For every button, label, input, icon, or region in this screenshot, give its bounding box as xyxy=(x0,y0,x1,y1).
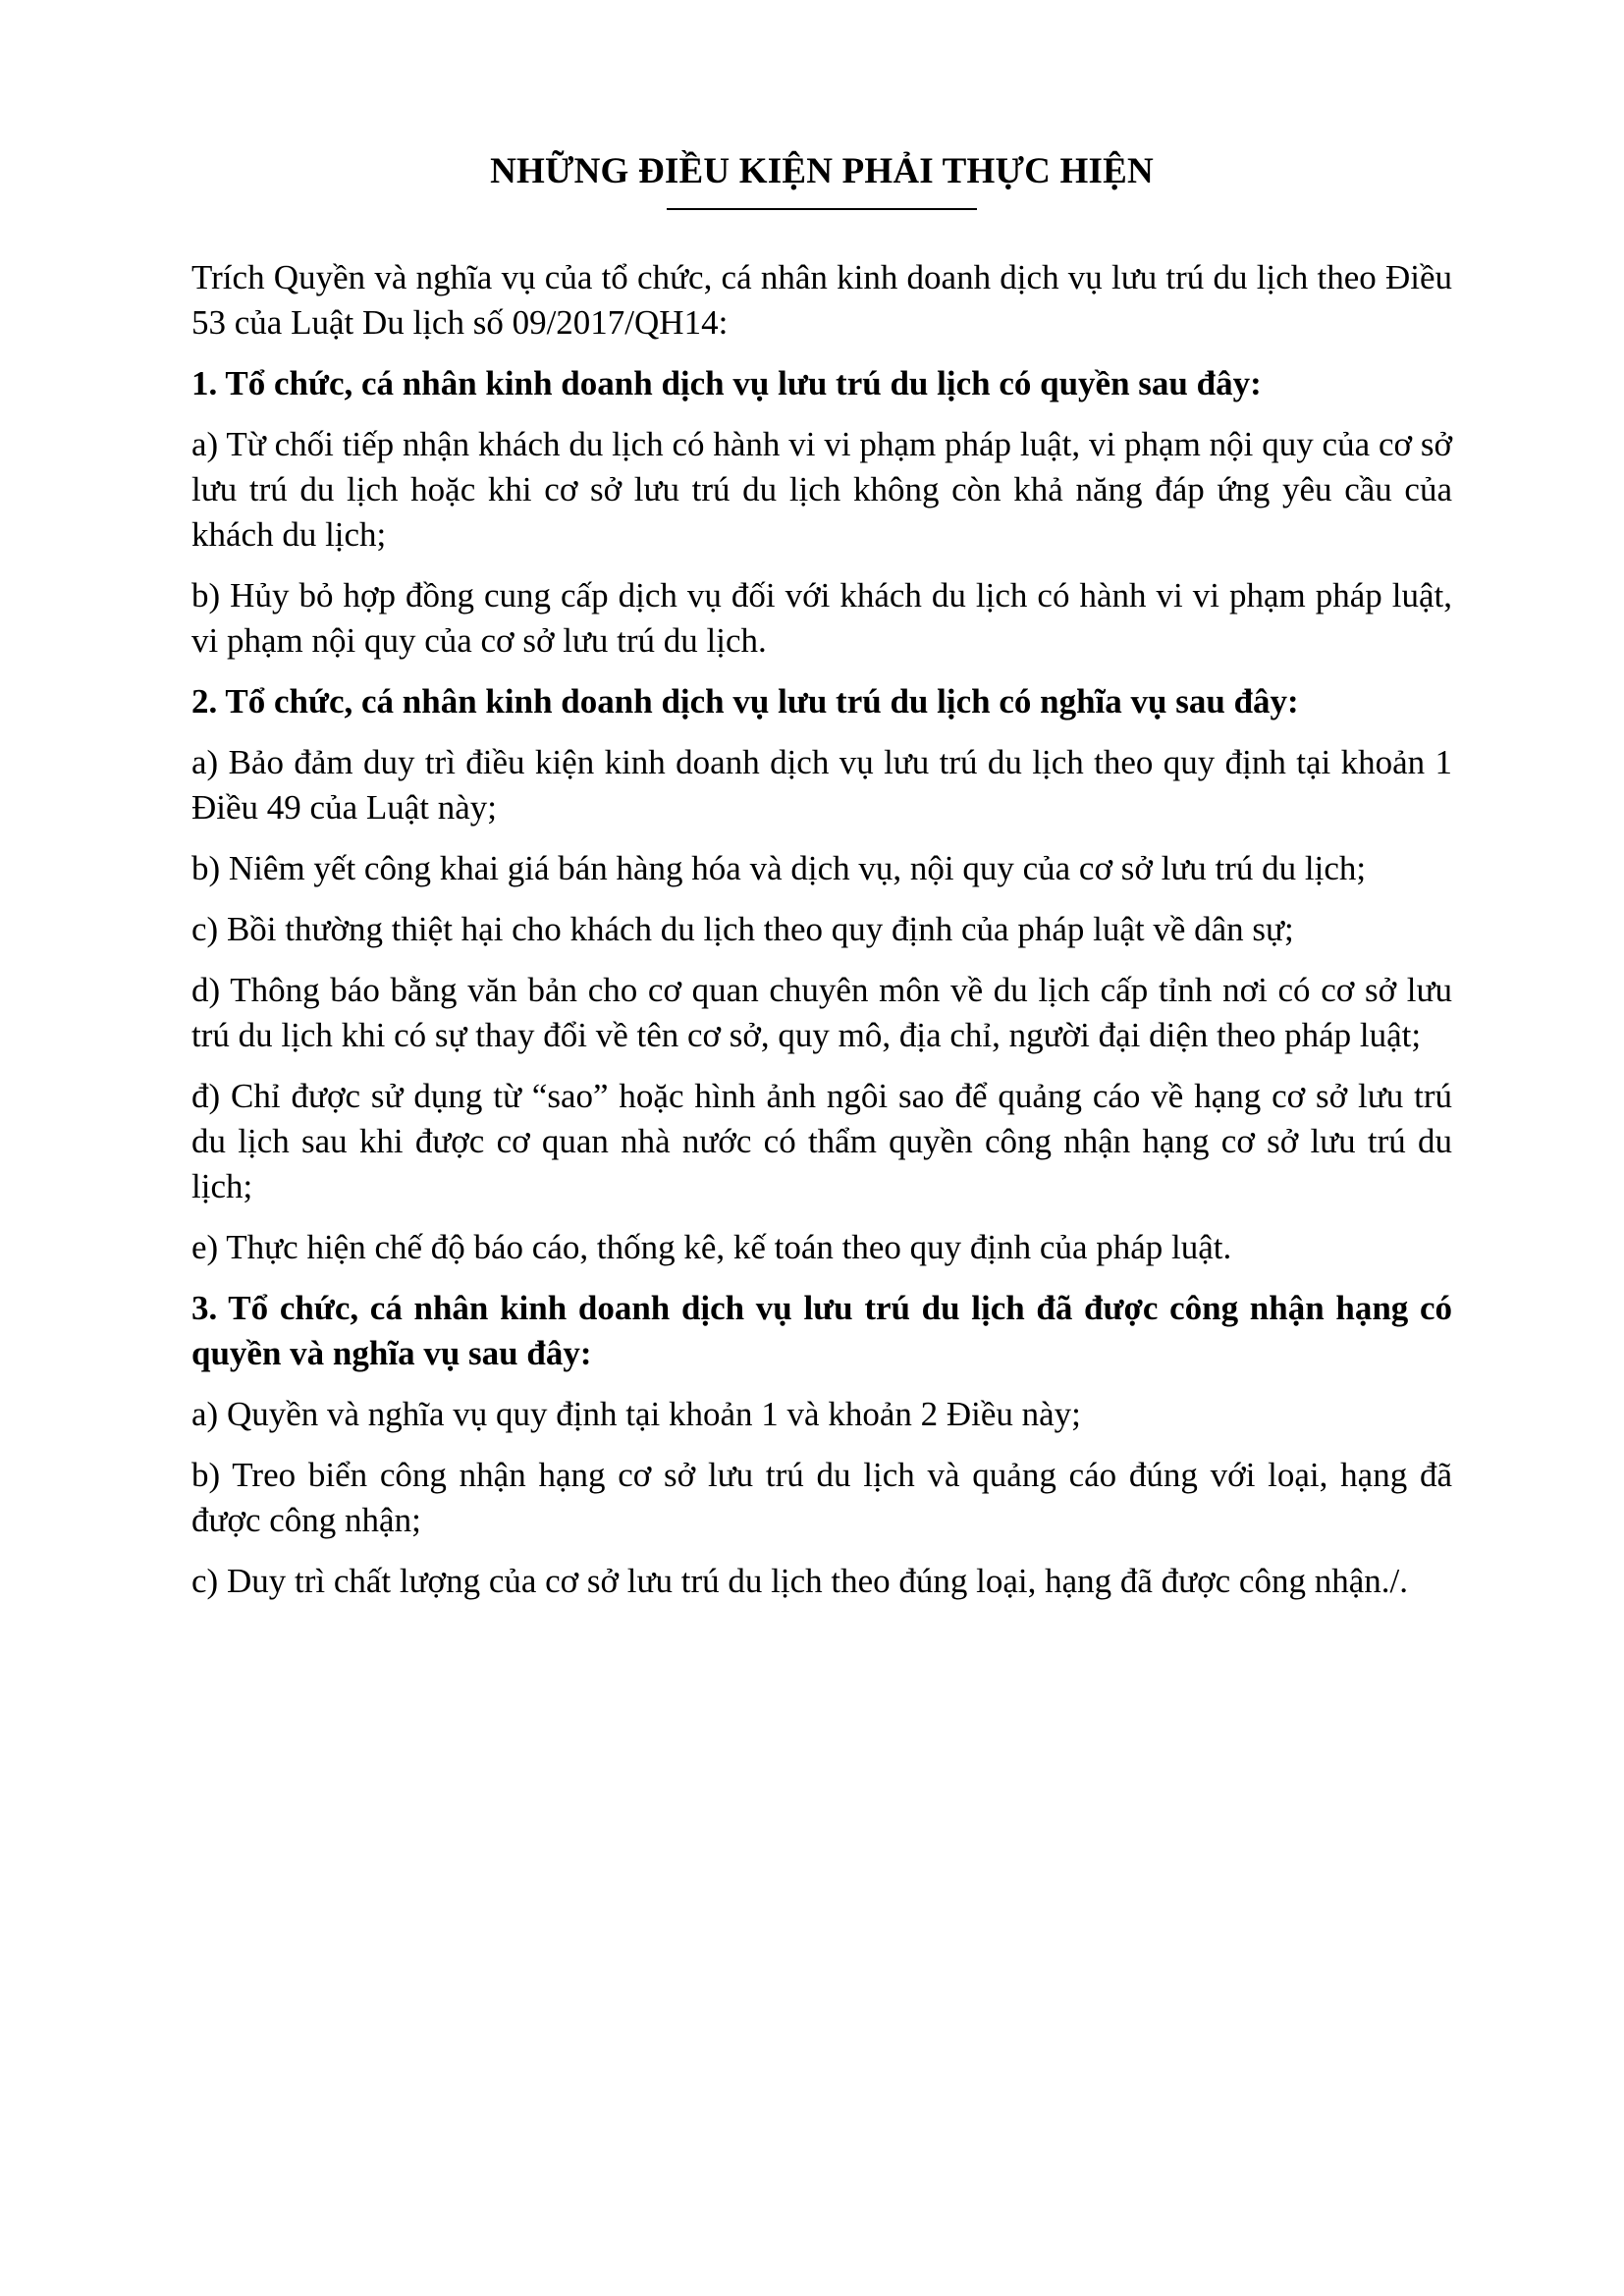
section-2-item-b: b) Niêm yết công khai giá bán hàng hóa và dịch vụ, nội quy của cơ sở lưu trú du lịch; xyxy=(191,849,1367,887)
section-3-item-c: c) Duy trì chất lượng của cơ sở lưu trú du lịch theo đúng loại, hạng đã được công nhận./. xyxy=(191,1562,1408,1600)
section-3-heading: 3. Tổ chức, cá nhân kinh doanh dịch vụ lưu trú du lịch đã được công nhận hạng có quyền và nghĩa vụ sau đây: xyxy=(191,1289,1452,1372)
document-content xyxy=(191,149,1452,1604)
section-1-heading: 1. Tổ chức, cá nhân kinh doanh dịch vụ lưu trú du lịch có quyền sau đây: xyxy=(191,364,1262,402)
section-2-item-a: a) Bảo đảm duy trì điều kiện kinh doanh dịch vụ lưu trú du lịch theo quy định tại khoản 1 Điều 49 của Luật này; xyxy=(191,743,1452,827)
section-2-heading: 2. Tổ chức, cá nhân kinh doanh dịch vụ lưu trú du lịch có nghĩa vụ sau đây: xyxy=(191,682,1299,721)
section-2-item-e: e) Thực hiện chế độ báo cáo, thống kê, kế toán theo quy định của pháp luật. xyxy=(191,1228,1232,1266)
section-3-item-b: b) Treo biển công nhận hạng cơ sở lưu trú du lịch và quảng cáo đúng với loại, hạng đã được công nhận; xyxy=(191,1456,1452,1539)
section-2-item-c: c) Bồi thường thiệt hại cho khách du lịch theo quy định của pháp luật về dân sự; xyxy=(191,910,1294,948)
section-2-item-d: d) Thông báo bằng văn bản cho cơ quan chuyên môn về du lịch cấp tỉnh nơi có cơ sở lưu trú du lịch khi có sự thay đổi về tên cơ sở, quy mô, địa chỉ, người đại diện theo pháp luật; xyxy=(191,971,1452,1054)
section-1-item-b: b) Hủy bỏ hợp đồng cung cấp dịch vụ đối với khách du lịch có hành vi vi phạm pháp luật, vi phạm nội quy của cơ sở lưu trú du lịch. xyxy=(191,576,1452,660)
intro-paragraph: Trích Quyền và nghĩa vụ của tổ chức, cá nhân kinh doanh dịch vụ lưu trú du lịch theo Điều 53 của Luật Du lịch số 09/2017/QH14: xyxy=(191,258,1452,342)
section-3-item-a: a) Quyền và nghĩa vụ quy định tại khoản 1 và khoản 2 Điều này; xyxy=(191,1395,1081,1433)
section-1-item-a: a) Từ chối tiếp nhận khách du lịch có hành vi vi phạm pháp luật, vi phạm nội quy của cơ sở lưu trú du lịch hoặc khi cơ sở lưu trú du lịch không còn khả năng đáp ứng yêu cầu của khách du lịch; xyxy=(191,425,1452,554)
title-underline-rule xyxy=(667,208,977,210)
document-title: NHỮNG ĐIỀU KIỆN PHẢI THỰC HIỆN xyxy=(490,151,1154,191)
section-2-item-dd: đ) Chỉ được sử dụng từ “sao” hoặc hình ảnh ngôi sao để quảng cáo về hạng cơ sở lưu trú du lịch sau khi được cơ quan nhà nước có thẩm quyền công nhận hạng cơ sở lưu trú du lịch; xyxy=(191,1077,1452,1205)
